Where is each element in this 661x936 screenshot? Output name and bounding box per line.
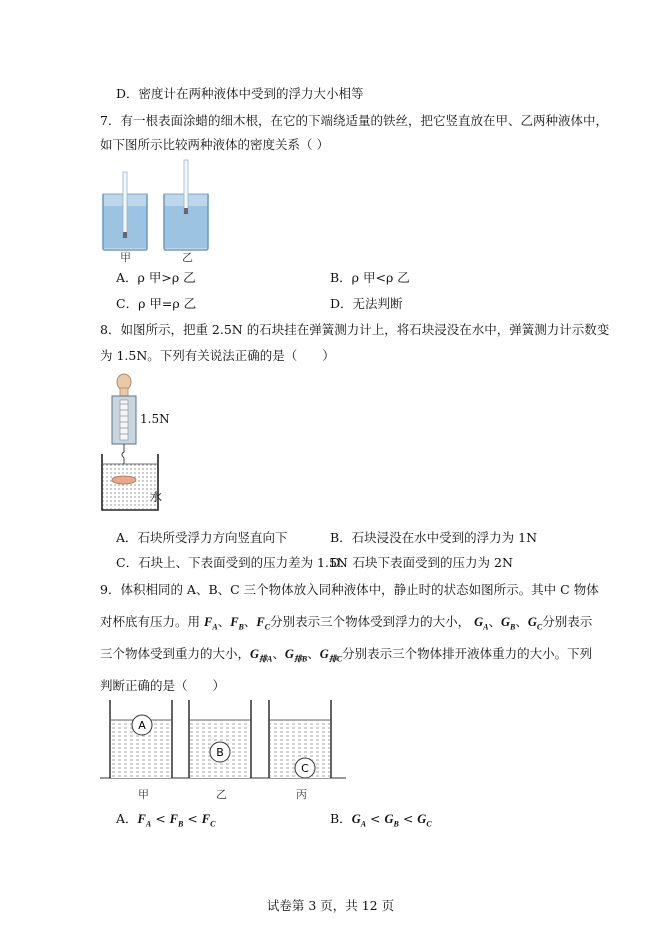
symbol-F-C: $F_C$: [256, 615, 271, 632]
q9-figure-containers: [100, 698, 346, 782]
symbol-G-pai-A: $G_{排A}$: [250, 647, 273, 664]
symbol-G-pai-B: $G_{排B}$: [284, 647, 308, 664]
page-footer: 试卷第 3 页，共 12 页: [266, 898, 395, 913]
q7-label-jia: 甲: [120, 251, 131, 264]
q8-water-label: 水: [150, 490, 163, 504]
beaker-jia: [103, 172, 147, 250]
q8-stem-line1: 8．如图所示，把重 2.5N 的石块挂在弹簧测力计上，将石块浸没在水中，弹簧测力计示数变: [100, 322, 610, 337]
symbol-G-C: $G_C$: [527, 615, 543, 632]
symbol-G-A: $G_A$: [474, 615, 489, 632]
symbol-F-B: $F_B$: [230, 615, 244, 632]
q9-stem-line4: 判断正确的是（ ）: [100, 678, 226, 693]
symbol-F-A: $F_A$: [204, 615, 218, 632]
q9-option-b: B．$G_A < G_B < G_C$: [330, 811, 432, 829]
q7-option-a: A．ρ 甲>ρ 乙: [116, 270, 196, 285]
q7-label-yi: 乙: [182, 251, 193, 264]
container-jia: [110, 700, 172, 778]
q7-stem-line2: 如下图所示比较两种液体的密度关系（ ）: [100, 137, 329, 152]
q8-option-a: A．石块所受浮力方向竖直向下: [116, 530, 288, 545]
q9-stem-line2: 对杯底有压力。用 $F_A$、$F_B$、$F_C$分别表示三个物体受到浮力的大小， $G_A$、$G_B$、$G_C$分别表示: [100, 614, 593, 632]
q7-figure-beakers: [98, 158, 218, 260]
q8-option-d: D．石块下表面受到的压力为 2N: [330, 555, 513, 570]
symbol-G-B: $G_B$: [500, 615, 516, 632]
q8-stem-line2: 为 1.5N。下列有关说法正确的是（ ）: [100, 348, 335, 363]
container-bing: [269, 700, 331, 778]
q9-option-a: A．$F_A < F_B < F_C$: [116, 811, 216, 829]
q9-label-bing: 丙: [296, 788, 307, 801]
symbol-G-pai-C: $G_{排C}$: [319, 647, 343, 664]
q9-stem-line1: 9．体积相同的 A、B、C 三个物体放入同种液体中，静止时的状态如图所示。其中 C 物体: [100, 582, 599, 597]
q7-option-d: D．无法判断: [330, 296, 403, 311]
ball-b-label: B: [216, 746, 224, 759]
q9-label-yi: 乙: [216, 788, 227, 801]
q8-scale-reading: 1.5N: [140, 412, 170, 426]
q7-option-b: B．ρ 甲<ρ 乙: [330, 270, 410, 285]
beaker-yi: [164, 160, 208, 250]
q6-option-d: D．密度计在两种液体中受到的浮力大小相等: [116, 86, 364, 101]
q7-stem-line1: 7．有一根表面涂蜡的细木根，在它的下端绕适量的铁丝，把它竖直放在甲、乙两种液体中，: [100, 113, 608, 128]
q9-label-jia: 甲: [138, 788, 149, 801]
q8-option-b: B．石块浸没在水中受到的浮力为 1N: [330, 530, 538, 545]
q8-option-c: C．石块上、下表面受到的压力差为 1.5N: [116, 555, 348, 570]
container-yi: [189, 700, 251, 778]
ball-a-label: A: [138, 719, 146, 732]
q9-stem-line3: 三个物体受到重力的大小，$G_{排A}$、$G_{排B}$、$G_{排C}$分别表示三个物体排开液体重力的大小。下列: [100, 646, 593, 664]
ball-c-label: C: [301, 762, 309, 775]
q7-option-c: C．ρ 甲=ρ 乙: [116, 296, 197, 311]
